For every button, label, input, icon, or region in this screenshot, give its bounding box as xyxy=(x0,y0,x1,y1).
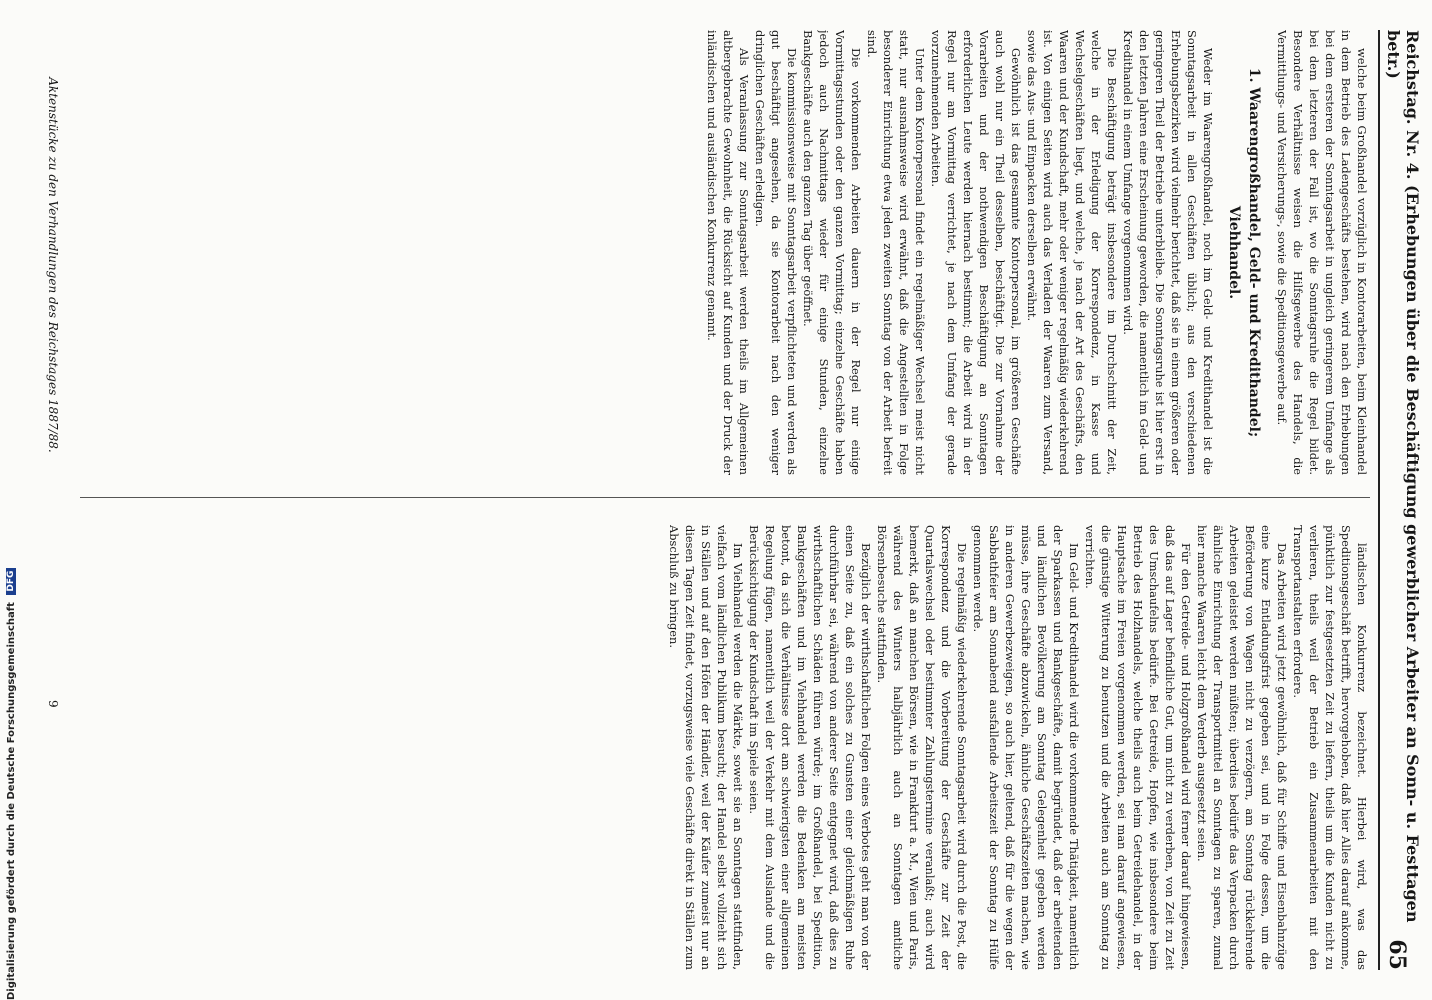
right-column xyxy=(70,525,1370,970)
paragraph: Die vorkommenden Arbeiten dauern in der Regel nur einige Vormittagsstunden oder den ganzen Vormittag; einzelne Geschäfte haben jedoch auch Nachmittags wieder für einige Stunden, einzelne Bankgeschäfte auch den ganzen Tag über geöffnet. xyxy=(801,30,863,475)
paragraph: Bezüglich der wirthschaftlichen Folgen eines Verbotes geht man von der einen Seite zu, daß ein solches zu Gunsten einer gleichmäßigen Ruhe durchführbar sei, während von anderer Seite entgegnet wird, daß dies zu wirthschaftlichen Schäden führen würde; im Großhandel, bei Spedition, Bankgeschäften und im Viehhandel werden die Bedenken am meisten betont, da sich die Verhältnisse dort am schwierigsten einer allgemeinen Regelung fügen, namentlich weil der Verkehr mit dem Auslande und die Berücksichtigung der Kundschaft im Spiele seien. xyxy=(747,525,873,970)
digitization-credit xyxy=(6,570,22,1000)
left-column xyxy=(70,30,1370,475)
paragraph: Im Viehhandel werden die Märkte, soweit sie an Sonntagen stattfinden, vielfach vom ländlichen Publikum besucht; der Handel selbst vollzieht sich in Ställen und auf den Höfen der Händler, weil der Käufer zumeist nur an diesen Tagen Zeit findet, vorzugsweise viele Geschäfte direkt in Ställen zum Abschluß zu bringen. xyxy=(667,525,745,970)
paragraph: Die kommissionsweise mit Sonntagsarbeit verpflichteten und werden als gut beschäftigt angesehen, da sie Kontorarbeit nach den weniger dringlichen Geschäften erledigen. xyxy=(753,30,799,475)
credit-text: Digitalisierung gefördert durch die Deutsche Forschungsgemeinschaft xyxy=(6,602,17,1000)
footer-source: Aktenstücke zu den Verhandlungen des Reichstages 1887/88. xyxy=(46,77,60,453)
intro-paragraph: welche beim Großhandel vorzüglich in Kontorarbeiten, beim Kleinhandel in dem Betrieb des Ladengeschäfts bestehen, wird nach den Erhebungen bei dem ersteren der Sonntagsarbeit in ungleich geringerem Umfange als bei dem letzteren der Fall ist, wo die Sonntagsruhe die Regel bildet. Besondere Verhältnisse weisen die Hilfsgewerbe des Handels, die Vermittlungs- und Versicherungs-, sowie die Speditionsgewerbe auf. xyxy=(1275,30,1369,475)
paragraph: Im Geld- und Kredithandel wird die vorkommende Thätigkeit, namentlich der Sparkassen und Bankgeschäfte, damit begründet, daß der arbeitenden und ländlichen Bevölkerung am Sonntag Gelegenheit gegeben werden müsse, ihre Geschäfte abzuwickeln, ähnliche Geschäftszeiten machen, wie in anderen Gewerbezweigen, so auch hier, geltend, daß für die wegen der Sabbathfeier am Sonnabend ausfallende Arbeitszeit der Sonntag zu Hülfe genommen werde. xyxy=(971,525,1081,970)
paragraph: Als Veranlassung zur Sonntagsarbeit werden theils im Allgemeinen altbergebrachte Gewohnheit, die Rücksicht auf Kunden und der Druck der inländischen und ausländischen Konkurrenz genannt. xyxy=(705,30,751,475)
page-header xyxy=(1378,30,1422,970)
paragraph: Für den Getreide- und Holzgroßhandel wird ferner darauf hingewiesen, daß das auf Lager befindliche Gut, um nicht zu verderben, von Zeit zu Zeit des Umschaufelns bedürfe. Bei Getreide, Hopfen, wie insbesondere beim Betrieb des Holzhandels, welche theils auch beim Getreidehandel, in der Hauptsache im Freien vorgenommen werden, sei man darauf angewiesen, die günstige Witterung zu benutzen und die Arbeiten auch am Sonntag zu verrichten. xyxy=(1083,525,1193,970)
paragraph: ländischen Konkurrenz bezeichnet. Hierbei wird, was das Speditionsgeschäft betrifft, hervorgehoben, daß hier Alles darauf ankomme, pünktlich zur festgesetzten Zeit zu liefern, theils um die Kunden nicht zu verlieren, theils weil der Betrieb ein Zusammenarbeiten mit den Transportanstalten erfordere. xyxy=(1291,525,1369,970)
section-title: 1. Waarengroßhandel, Geld- und Kredithandel; Viehhandel. xyxy=(1226,67,1262,438)
column-divider xyxy=(80,497,1370,498)
paragraph: Weder im Waarengroßhandel, noch im Geld- und Kredithandel ist die Sonntagsarbeit in allen Geschäften üblich; aus den verschiedenen Erhebungsbezirken wird vielmehr berichtet, daß sie in einem größeren oder geringeren Theil der Betriebe unterbleibe. Die Sonntagsruhe ist hier erst in den letzten Jahren eine Erscheinung geworden, die namentlich im Geld- und Kredithandel in einem Umfange vorgenommen wird. xyxy=(1121,30,1215,475)
running-title: Reichstag. Nr. 4. (Erhebungen über die Beschäftigung gewerblicher Arbeiter an Sonn- u. Festtagen betr.) xyxy=(1384,30,1422,923)
paragraph: Gewöhnlich ist das gesammte Kontorpersonal, im größeren Geschäfte auch wohl nur ein Theil desselben, beschäftigt. Die zur Vornahme der Vorarbeiten und der nothwendigen Beschäftigung an Sonntagen erforderlichen Leute werden hiernach bestimmt; die Arbeit wird in der Regel nur am Vormittag verrichtet, je nach dem Umfang der gerade vorzunehmenden Arbeiten. xyxy=(929,30,1023,475)
paragraph: Die Beschäftigung beträgt insbesondere im Durchschnitt der Zeit, welche in der Erledigung der Korrespondenz, in Kasse und Wechselgeschäften liegt, und welche, je nach der Art des Geschäfts, den Waaren und der Kundschaft, mehr oder weniger regelmäßig wiederkehrend ist. Von einigen Seiten wird auch das Verladen der Waaren zum Versand, sowie das Aus- und Einpacken derselben erwähnt. xyxy=(1025,30,1119,475)
paragraph: Das Arbeiten wird jetzt gewöhnlich, daß für Schiffe und Eisenbahnzüge eine kurze Entladungsfrist gegeben sei, und in Folge dessen, um die Beförderung von Wagen nicht zu verzögern, am Sonntag rückkehrende Arbeiten geleistet werden müßten; überdies bedürfe das Verpacken durch ähnliche Einrichtung der Transportmittel an Sonntagen zu sparen, zumal hier manche Waaren leicht dem Verderb ausgesetzt seien. xyxy=(1195,525,1289,970)
dfg-logo-icon: DFG xyxy=(6,568,16,595)
paragraph: Die regelmäßig wiederkehrende Sonntagsarbeit wird durch die Post, die Korrespondenz und die Vorbereitung der Geschäfte zur Zeit der Quartalswechsel oder bestimmter Zahlungstermine veranlaßt; auch wird bemerkt, daß an manchen Börsen, wie in Frankfurt a. M., Wien und Paris, während des Winters halbjährlich auch an Sonntagen amtliche Börsenbesuche stattfinden. xyxy=(875,525,969,970)
page-number: 65 xyxy=(1384,939,1410,970)
footer-page-number: 9 xyxy=(46,700,60,708)
paragraph: Unter dem Kontorpersonal findet ein regelmäßiger Wechsel meist nicht statt, nur ausnahmsweise wird erwähnt, daß die Angestellten in Folge besonderer Einrichtung etwa jeden zweiten Sonntag von der Arbeit befreit sind. xyxy=(865,30,927,475)
